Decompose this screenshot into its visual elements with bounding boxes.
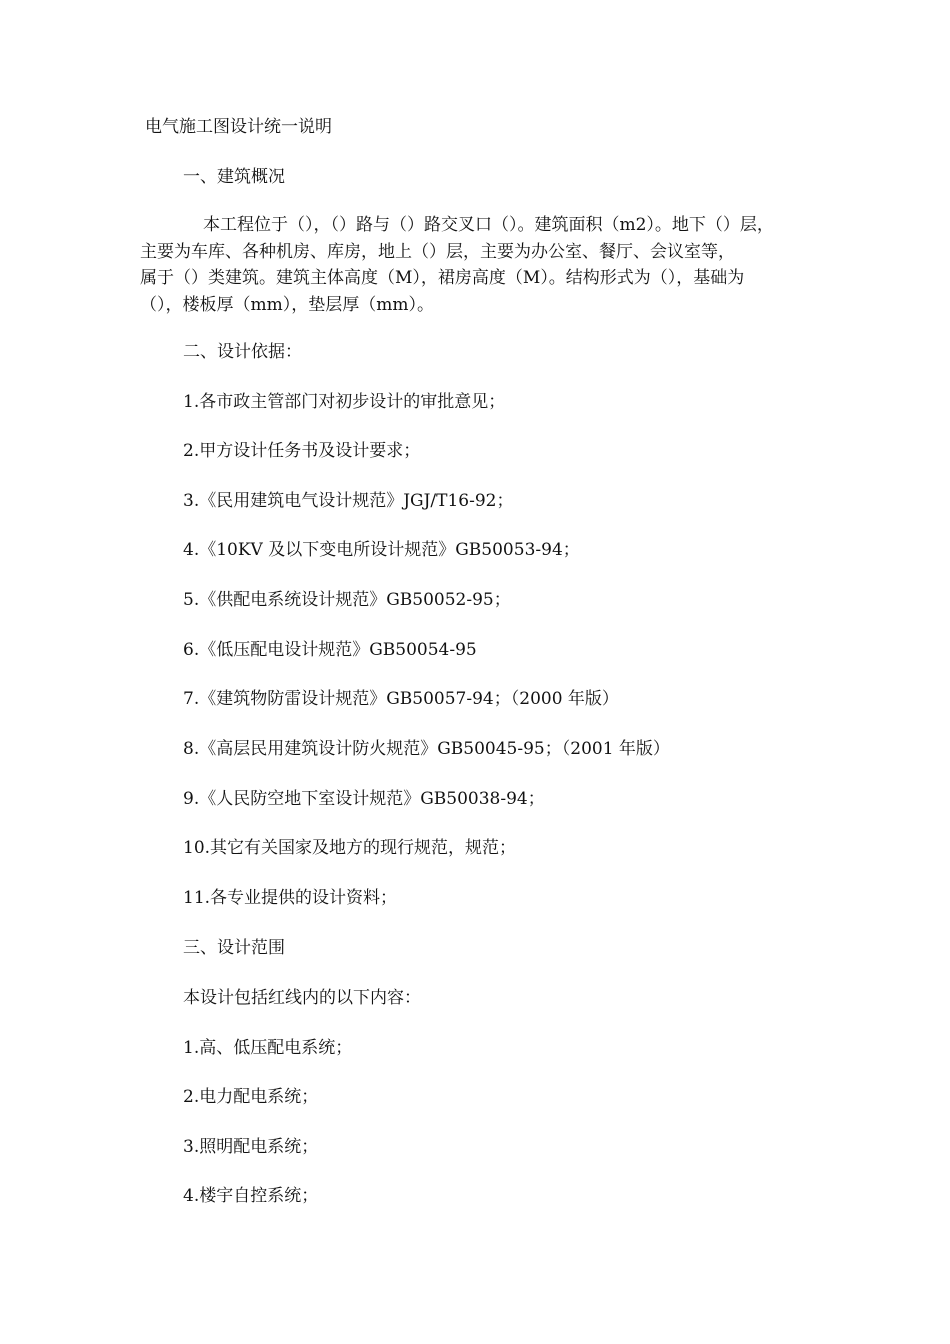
document-title: 电气施工图设计统一说明 — [145, 117, 332, 137]
list-item: 7.《建筑物防雷设计规范》GB50057-94；（2000 年版） — [183, 689, 619, 709]
list-item: 1.高、低压配电系统； — [183, 1038, 353, 1058]
overview-paragraph — [140, 213, 820, 319]
list-item: 10.其它有关国家及地方的现行规范，规范； — [183, 838, 517, 858]
paragraph-line: 属于（）类建筑。建筑主体高度（M），裙房高度（M）。结构形式为（），基础为 — [140, 268, 745, 288]
list-item: 3.照明配电系统； — [183, 1137, 319, 1157]
section-heading-scope: 三、设计范围 — [183, 938, 285, 958]
list-item: 1.各市政主管部门对初步设计的审批意见； — [183, 392, 506, 412]
list-item: 2.甲方设计任务书及设计要求； — [183, 441, 421, 461]
list-item: 4.楼宇自控系统； — [183, 1186, 319, 1206]
list-item: 6.《低压配电设计规范》GB50054-95 — [183, 640, 477, 660]
list-item: 4.《10KV 及以下变电所设计规范》GB50053-94； — [183, 540, 580, 560]
paragraph-line: 本工程位于（），（）路与（）路交叉口（）。建筑面积（m2）。地下（）层， — [203, 215, 774, 235]
paragraph-line: 主要为车库、各种机房、库房，地上（）层，主要为办公室、餐厅、会议室等， — [140, 241, 735, 262]
list-item: 8.《高层民用建筑设计防火规范》GB50045-95；（2001 年版） — [183, 739, 670, 759]
list-item: 2.电力配电系统； — [183, 1087, 319, 1107]
list-item: 3.《民用建筑电气设计规范》JGJ/T16-92； — [183, 491, 514, 511]
list-item: 9.《人民防空地下室设计规范》GB50038-94； — [183, 789, 545, 809]
list-item: 11.各专业提供的设计资料； — [183, 888, 398, 908]
section-heading-overview: 一、建筑概况 — [183, 167, 285, 187]
list-item: 5.《供配电系统设计规范》GB50052-95； — [183, 590, 511, 610]
paragraph-line: （），楼板厚（mm），垫层厚（mm）。 — [140, 294, 434, 315]
scope-intro: 本设计包括红线内的以下内容： — [183, 988, 421, 1008]
section-heading-basis: 二、设计依据： — [183, 342, 302, 362]
